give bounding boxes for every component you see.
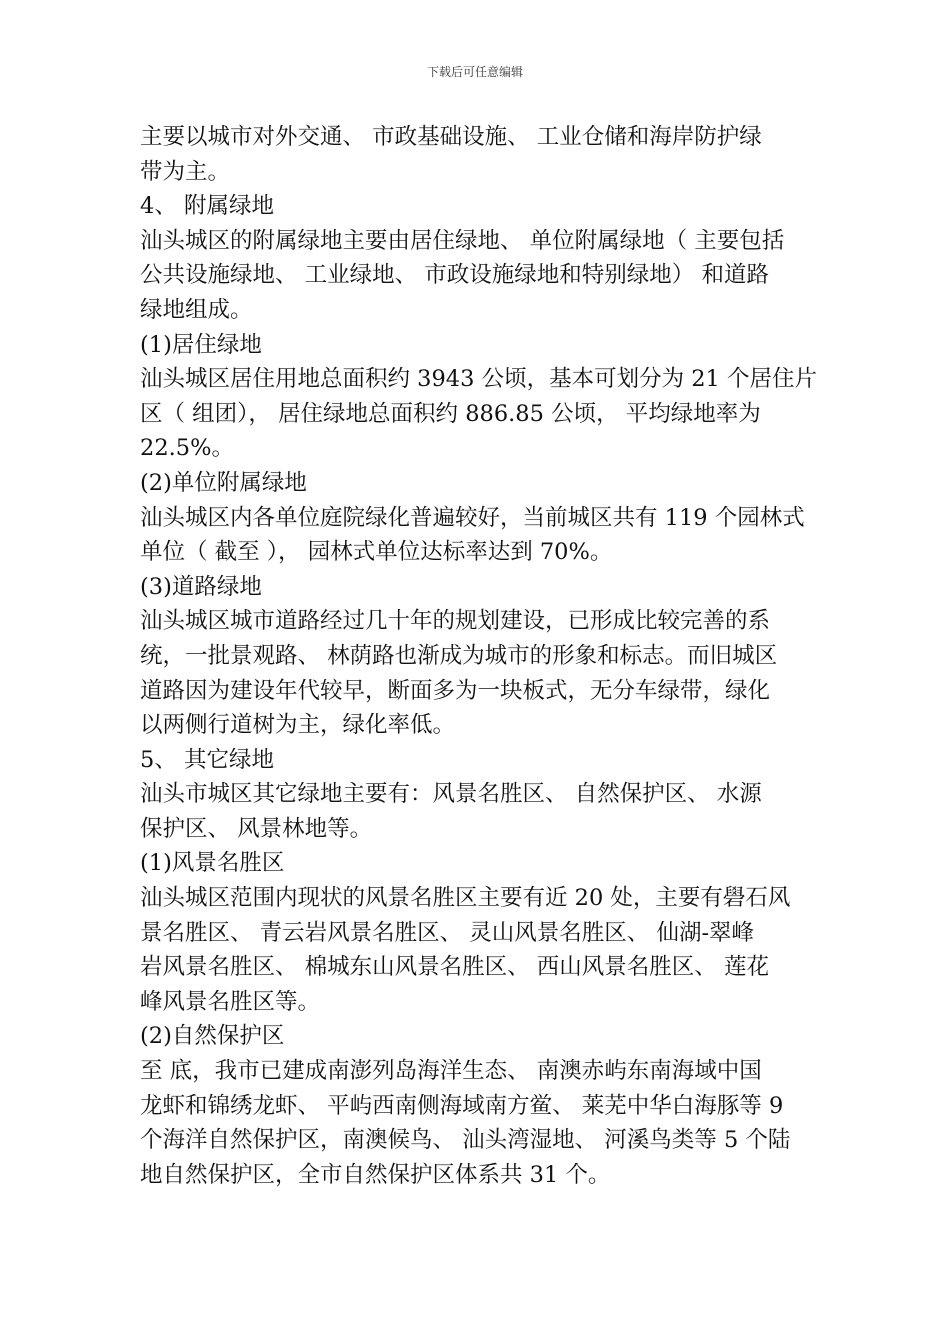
- text-line: (1)居住绿地: [140, 331, 262, 358]
- text-line: 主要以城市对外交通、 市政基础设施、 工业仓储和海岸防护绿: [140, 124, 762, 150]
- text-line: 地自然保护区，全市自然保护区体系共 31 个。: [140, 1161, 611, 1188]
- text-line: 带为主。: [140, 158, 231, 185]
- text-line: (3)道路绿地: [140, 573, 262, 600]
- text-line: 道路因为建设年代较早，断面多为一块板式，无分车绿带，绿化: [140, 677, 771, 704]
- text-line: (2)单位附属绿地: [140, 469, 307, 496]
- text-line: 汕头城区内各单位庭院绿化普遍较好，当前城区共有 119 个园林式: [140, 504, 805, 531]
- text-line: 单位（ 截至 ）， 园林式单位达标率达到 70%。: [140, 539, 613, 566]
- text-line: 统，一批景观路、 林荫路也渐成为城市的形象和标志。而旧城区: [140, 642, 778, 669]
- text-line: 至 底，我市已建成南澎列岛海洋生态、 南澳赤屿东南海域中国: [140, 1058, 762, 1085]
- document-body: [140, 120, 818, 1192]
- text-line: 峰风景名胜区等。: [140, 988, 321, 1015]
- text-line: 绿地组成。: [140, 296, 253, 323]
- text-line: 5、 其它绿地: [140, 746, 274, 773]
- text-line: 公共设施绿地、 工业绿地、 市政设施绿地和特别绿地） 和道路: [140, 262, 769, 289]
- text-line: 区（ 组团）， 居住绿地总面积约 886.85 公顷， 平均绿地率为: [140, 400, 761, 427]
- text-line: 龙虾和锦绣龙虾、 平屿西南侧海域南方鲎、 莱芜中华白海豚等 9: [140, 1092, 784, 1119]
- text-line: 保护区、 风景林地等。: [140, 815, 373, 842]
- page-header: 下载后可任意编辑: [426, 65, 523, 79]
- text-line: (1)风景名胜区: [140, 850, 285, 877]
- text-line: 22.5%。: [140, 435, 234, 462]
- text-line: 汕头城区居住用地总面积约 3943 公顷，基本可划分为 21 个居住片: [140, 366, 818, 393]
- text-line: 以两侧行道树为主，绿化率低。: [140, 712, 456, 739]
- text-line: 汕头城区的附属绿地主要由居住绿地、 单位附属绿地（ 主要包括: [140, 227, 785, 254]
- text-line: 汕头城区城市道路经过几十年的规划建设，已形成比较完善的系: [140, 608, 771, 635]
- text-line: 4、 附属绿地: [140, 193, 274, 220]
- text-line: 个海洋自然保护区，南澳候鸟、 汕头湾湿地、 河溪鸟类等 5 个陆: [140, 1127, 791, 1154]
- text-line: (2)自然保护区: [140, 1023, 285, 1050]
- text-line: 汕头市城区其它绿地主要有：风景名胜区、 自然保护区、 水源: [140, 781, 762, 808]
- text-line: 岩风景名胜区、 棉城东山风景名胜区、 西山风景名胜区、 莲花: [140, 954, 769, 981]
- text-line: 汕头城区范围内现状的风景名胜区主要有近 20 处，主要有礐石风: [140, 885, 791, 912]
- text-line: 景名胜区、 青云岩风景名胜区、 灵山风景名胜区、 仙湖-翠峰: [140, 919, 755, 946]
